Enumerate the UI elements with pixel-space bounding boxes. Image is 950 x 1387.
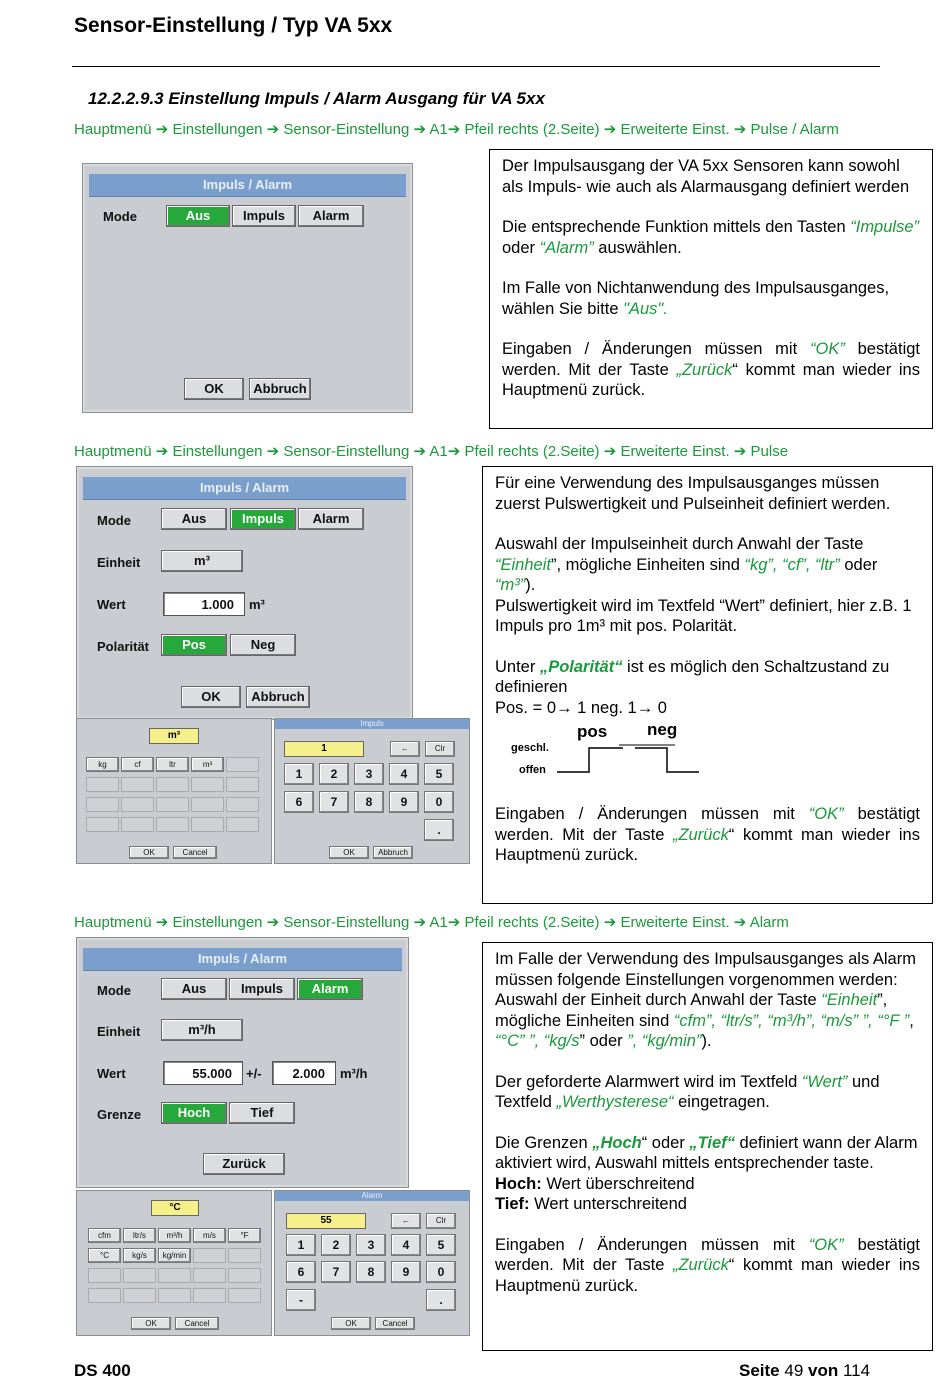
text: “Alarm” <box>539 238 594 257</box>
diagram-pos-label: pos <box>577 722 608 741</box>
screen-title: Impuls / Alarm <box>83 477 406 500</box>
key-2-button[interactable]: 2 <box>319 763 349 785</box>
text: Für eine Verwendung des Impulsausganges müssen zuerst Pulswertigkeit und Pulseinheit definiert werden. <box>495 474 891 513</box>
key-0-button[interactable]: 0 <box>424 791 454 813</box>
einheit-button[interactable]: m³ <box>161 550 243 572</box>
unit-kg-button[interactable]: kg <box>86 757 119 772</box>
unit-c-button[interactable]: °C <box>88 1248 121 1263</box>
wert-input[interactable]: 55.000 <box>163 1061 243 1085</box>
keypad-cell <box>86 777 119 792</box>
keypad-cell <box>193 1268 226 1283</box>
text: ”, <box>862 1011 878 1030</box>
einheit-button[interactable]: m³/h <box>161 1019 243 1041</box>
text: “kg/s <box>543 1032 580 1050</box>
key-1-button[interactable]: 1 <box>284 763 314 785</box>
text: „Zurück <box>672 1256 729 1274</box>
tief-button[interactable]: Tief <box>229 1102 295 1124</box>
text: 49 <box>784 1361 804 1380</box>
ok-button[interactable]: OK <box>129 846 169 859</box>
key-9-button[interactable]: 9 <box>389 791 419 813</box>
text: “Impulse” <box>850 218 919 236</box>
text: bestätigt werden. Mit der Taste <box>495 805 920 844</box>
wert-unit: m³/h <box>340 1066 368 1081</box>
key-7-button[interactable]: 7 <box>319 791 349 813</box>
description-box <box>489 149 933 429</box>
wert-label: Wert <box>97 1066 126 1081</box>
text: Eingaben / Änderungen müssen mit <box>502 340 810 358</box>
text: „Zurück <box>672 825 729 844</box>
text: Tief: <box>495 1195 530 1213</box>
text: “Einheit <box>821 991 878 1009</box>
keypad-cell <box>193 1288 226 1303</box>
text: von <box>803 1361 843 1380</box>
keypad-cell <box>156 797 189 812</box>
keypad-cell <box>86 817 119 832</box>
unit-ltr-button[interactable]: ltr <box>156 757 189 772</box>
mode-label: Mode <box>97 983 131 998</box>
text: „Hoch <box>592 1133 642 1152</box>
description-box <box>482 466 933 904</box>
key-5-button[interactable]: 5 <box>426 1234 456 1256</box>
key-8-button[interactable]: 8 <box>356 1261 386 1283</box>
key-7-button[interactable]: 7 <box>321 1261 351 1283</box>
text: “°F ” <box>877 1011 910 1030</box>
text: Der geforderte Alarmwert wird im Textfeld <box>495 1072 802 1091</box>
text: „Werthysterese“ <box>556 1093 674 1111</box>
keypad-cell <box>191 817 224 832</box>
keypad-cell <box>123 1268 156 1283</box>
key-9-button[interactable]: 9 <box>391 1261 421 1283</box>
zurueck-button[interactable]: Zurück <box>203 1153 285 1175</box>
unit-keypad <box>76 1190 272 1336</box>
section-title: 12.2.2.9.3 Einstellung Impuls / Alarm Ausgang für VA 5xx <box>88 89 545 108</box>
text: “ kommt man wieder ins Hauptmenü zurück. <box>495 825 920 864</box>
key-3-button[interactable]: 3 <box>354 763 384 785</box>
aus-button[interactable]: Aus <box>166 205 230 227</box>
unit-ltrs-button[interactable]: ltr/s <box>123 1228 156 1243</box>
unit-f-button[interactable]: °F <box>228 1228 261 1243</box>
einheit-label: Einheit <box>97 1024 141 1039</box>
keypad-cell <box>88 1288 121 1303</box>
text: ” oder <box>579 1032 628 1050</box>
backspace-button[interactable]: ← <box>391 1213 421 1229</box>
text: “ oder <box>641 1133 690 1152</box>
page-header-title: Sensor-Einstellung / Typ VA 5xx <box>74 14 393 37</box>
key-4-button[interactable]: 4 <box>391 1234 421 1256</box>
screen-title: Impuls / Alarm <box>89 174 406 197</box>
breadcrumb: Hauptmenü ➔ Einstellungen ➔ Sensor-Einstellung ➔ A1➔ Pfeil rechts (2.Seite) ➔ Erweiterte Einst. ➔ Alarm <box>74 914 789 931</box>
wert-input[interactable]: 1.000 <box>163 592 245 616</box>
pos-button[interactable]: Pos <box>161 634 227 656</box>
text: ”, <box>627 1032 642 1050</box>
unit-kgmin-button[interactable]: kg/min <box>158 1248 191 1263</box>
text: ). <box>701 1032 712 1050</box>
clear-button[interactable]: Clr <box>425 741 455 757</box>
keypad-cell <box>228 1288 261 1303</box>
text: “ kommt man wieder ins Hauptmenü zurück. <box>495 1256 920 1295</box>
diagram-offen-label: offen <box>519 764 546 776</box>
text: “Einheit <box>495 555 551 574</box>
cancel-button[interactable]: Cancel <box>175 1317 219 1330</box>
text: auswählen. <box>593 238 682 257</box>
keypad-cell <box>121 797 154 812</box>
mode-label: Mode <box>103 209 137 224</box>
keypad-title: Alarm <box>275 1191 469 1201</box>
text: “°C” <box>495 1032 530 1050</box>
text: Pulswertigkeit wird im Textfeld “Wert” definiert, hier z.B. 1 Impuls pro 1m³ mit pos. Polarität. <box>495 596 912 635</box>
text: "Aus". <box>623 299 668 318</box>
einheit-label: Einheit <box>97 555 141 570</box>
unit-kgs-button[interactable]: kg/s <box>123 1248 156 1263</box>
numeric-keypad <box>274 718 470 864</box>
unit-keypad <box>76 718 272 864</box>
text: Pos. = 0→ 1 neg. 1→ 0 <box>495 698 667 717</box>
text: “cfm”, “ltr/s”, “m³/h”, “m/s” <box>673 1011 863 1030</box>
keypad-cell <box>123 1288 156 1303</box>
key-minus-button[interactable]: - <box>286 1289 316 1311</box>
key-2-button[interactable]: 2 <box>321 1234 351 1256</box>
unit-cf-button[interactable]: cf <box>121 757 154 772</box>
abbruch-button[interactable]: Abbruch <box>249 378 311 400</box>
keypad-cell <box>228 1248 261 1263</box>
text: eingetragen. <box>673 1093 770 1111</box>
unit-ms-button[interactable]: m/s <box>193 1228 226 1243</box>
keypad-cell <box>121 777 154 792</box>
diagram-geschl-label: geschl. <box>511 742 549 754</box>
keypad-title: Impuls <box>275 719 469 729</box>
key-dot-button[interactable]: . <box>424 819 454 841</box>
text: Auswahl der Einheit durch Anwahl der Taste <box>495 991 822 1009</box>
text: bestätigt werden. Mit der Taste <box>502 340 920 379</box>
unit-m3h-button[interactable]: m³/h <box>158 1228 191 1243</box>
abbruch-button[interactable]: Abbruch <box>246 686 310 708</box>
text: ”, mögliche Einheiten sind <box>495 991 888 1030</box>
grenze-label: Grenze <box>97 1107 142 1122</box>
keypad-cell <box>88 1268 121 1283</box>
keypad-cell <box>191 797 224 812</box>
alarm-button[interactable]: Alarm <box>297 978 363 1000</box>
keypad-cell <box>158 1288 191 1303</box>
text: oder <box>839 555 878 574</box>
key-dot-button[interactable]: . <box>426 1289 456 1311</box>
backspace-button[interactable]: ← <box>390 741 420 757</box>
text: , <box>909 1011 914 1030</box>
text: Auswahl der Impulseinheit durch Anwahl der Taste <box>495 535 864 553</box>
key-6-button[interactable]: 6 <box>286 1261 316 1283</box>
pulse-waveform <box>555 744 715 776</box>
breadcrumb: Hauptmenü ➔ Einstellungen ➔ Sensor-Einstellung ➔ A1➔ Pfeil rechts (2.Seite) ➔ Erweiterte Einst. ➔ Pulse / Alarm <box>74 121 839 138</box>
key-6-button[interactable]: 6 <box>284 791 314 813</box>
text: ”, <box>529 1032 544 1050</box>
keypad-cell <box>156 777 189 792</box>
text: definiert wann der Alarm aktiviert wird, Auswahl mittels entsprechender taste. <box>495 1133 918 1172</box>
text: Unter <box>495 657 540 676</box>
text: Wert überschreitend <box>541 1174 695 1193</box>
text: “OK” <box>808 1235 844 1254</box>
text: Im Falle der Verwendung des Impulsausganges als Alarm müssen folgende Einstellungen vorgenommen werden: <box>495 950 916 989</box>
key-0-button[interactable]: 0 <box>426 1261 456 1283</box>
text: Eingaben / Änderungen müssen mit <box>495 805 809 823</box>
footer-page-number <box>739 1361 870 1381</box>
key-5-button[interactable]: 5 <box>424 763 454 785</box>
ok-button[interactable]: OK <box>184 378 244 400</box>
keypad-cell <box>191 777 224 792</box>
text: “OK” <box>808 805 844 823</box>
keypad-cell <box>158 1268 191 1283</box>
polarity-diagram <box>495 718 920 804</box>
keypad-cell <box>226 757 259 772</box>
polaritaet-label: Polarität <box>97 639 150 654</box>
text: und Textfeld <box>495 1072 880 1111</box>
key-1-button[interactable]: 1 <box>286 1234 316 1256</box>
keypad-cell <box>86 797 119 812</box>
ok-button[interactable]: OK <box>331 1317 371 1330</box>
keypad-display: m³ <box>149 728 199 744</box>
ok-button[interactable]: OK <box>329 846 369 859</box>
unit-cfm-button[interactable]: cfm <box>88 1228 121 1243</box>
key-3-button[interactable]: 3 <box>356 1234 386 1256</box>
cancel-button[interactable]: Cancel <box>375 1317 415 1330</box>
text: „Zurück <box>676 360 733 379</box>
text: bestätigt werden. Mit der Taste <box>495 1235 920 1274</box>
unit-m3-button[interactable]: m³ <box>191 757 224 772</box>
hysterese-input[interactable]: 2.000 <box>272 1061 336 1085</box>
text: 114 <box>842 1361 871 1380</box>
keypad-display: 1 <box>284 741 364 757</box>
key-4-button[interactable]: 4 <box>389 763 419 785</box>
text: „Polarität“ <box>539 657 623 676</box>
text: ist es möglich den Schaltzustand zu definieren <box>495 657 890 696</box>
text: Im Falle von Nichtanwendung des Impulsausganges, wählen Sie bitte <box>502 279 890 318</box>
text: Eingaben / Änderungen müssen mit <box>495 1235 809 1254</box>
text: „Tief“ <box>689 1133 735 1152</box>
text: Die Grenzen <box>495 1133 593 1152</box>
text: “OK” <box>809 340 845 358</box>
keypad-display: °C <box>151 1200 199 1216</box>
keypad-cell <box>226 797 259 812</box>
text: oder <box>502 238 540 257</box>
description-box <box>482 942 933 1351</box>
aus-button[interactable]: Aus <box>161 508 227 530</box>
wert-unit: m³ <box>249 597 265 612</box>
screen-title: Impuls / Alarm <box>83 948 402 971</box>
text: ). <box>525 576 536 594</box>
text: “kg/min” <box>641 1032 702 1050</box>
text: “ kommt man wieder ins Hauptmenü zurück. <box>502 360 920 399</box>
header-divider <box>72 66 880 67</box>
footer-doc-id: DS 400 <box>74 1361 131 1380</box>
diagram-neg-label: neg <box>647 720 678 739</box>
text: Seite <box>739 1361 785 1380</box>
impuls-button[interactable]: Impuls <box>229 978 295 1000</box>
cancel-button[interactable]: Cancel <box>173 846 217 859</box>
text: “m³” <box>495 576 526 594</box>
plus-minus-label: +/- <box>246 1066 262 1081</box>
ok-button[interactable]: OK <box>181 686 241 708</box>
breadcrumb: Hauptmenü ➔ Einstellungen ➔ Sensor-Einstellung ➔ A1➔ Pfeil rechts (2.Seite) ➔ Erweiterte Einst. ➔ Pulse <box>74 443 789 460</box>
alarm-button[interactable]: Alarm <box>298 205 364 227</box>
clear-button[interactable]: Clr <box>426 1213 456 1229</box>
keypad-cell <box>193 1248 226 1263</box>
device-screen-alarm <box>76 937 409 1188</box>
keypad-cell <box>226 777 259 792</box>
impuls-button[interactable]: Impuls <box>232 205 296 227</box>
aus-button[interactable]: Aus <box>161 978 227 1000</box>
keypad-cell <box>121 817 154 832</box>
mode-label: Mode <box>97 513 131 528</box>
abbruch-button[interactable]: Abbruch <box>373 846 413 859</box>
text: Wert unterschreitend <box>529 1195 687 1213</box>
text: Der Impulsausgang der VA 5xx Sensoren kann sowohl als Impuls- wie auch als Alarmausgang definiert werden <box>502 157 910 196</box>
neg-button[interactable]: Neg <box>230 634 296 656</box>
text: “Wert” <box>801 1072 848 1091</box>
keypad-display: 55 <box>286 1213 366 1229</box>
impuls-button[interactable]: Impuls <box>230 508 296 530</box>
alarm-button[interactable]: Alarm <box>298 508 364 530</box>
text: “kg”, “cf”, “ltr” <box>744 555 840 574</box>
device-screen-impuls-alarm <box>82 163 413 413</box>
wert-label: Wert <box>97 597 126 612</box>
keypad-cell <box>228 1268 261 1283</box>
text: Die entsprechende Funktion mittels den Tasten <box>502 218 851 236</box>
numeric-keypad <box>274 1190 470 1336</box>
device-screen-impuls <box>76 466 413 720</box>
key-8-button[interactable]: 8 <box>354 791 384 813</box>
ok-button[interactable]: OK <box>131 1317 171 1330</box>
keypad-cell <box>226 817 259 832</box>
keypad-cell <box>156 817 189 832</box>
text: Hoch: <box>495 1174 542 1193</box>
hoch-button[interactable]: Hoch <box>161 1102 227 1124</box>
text: ”, mögliche Einheiten sind <box>550 555 745 574</box>
